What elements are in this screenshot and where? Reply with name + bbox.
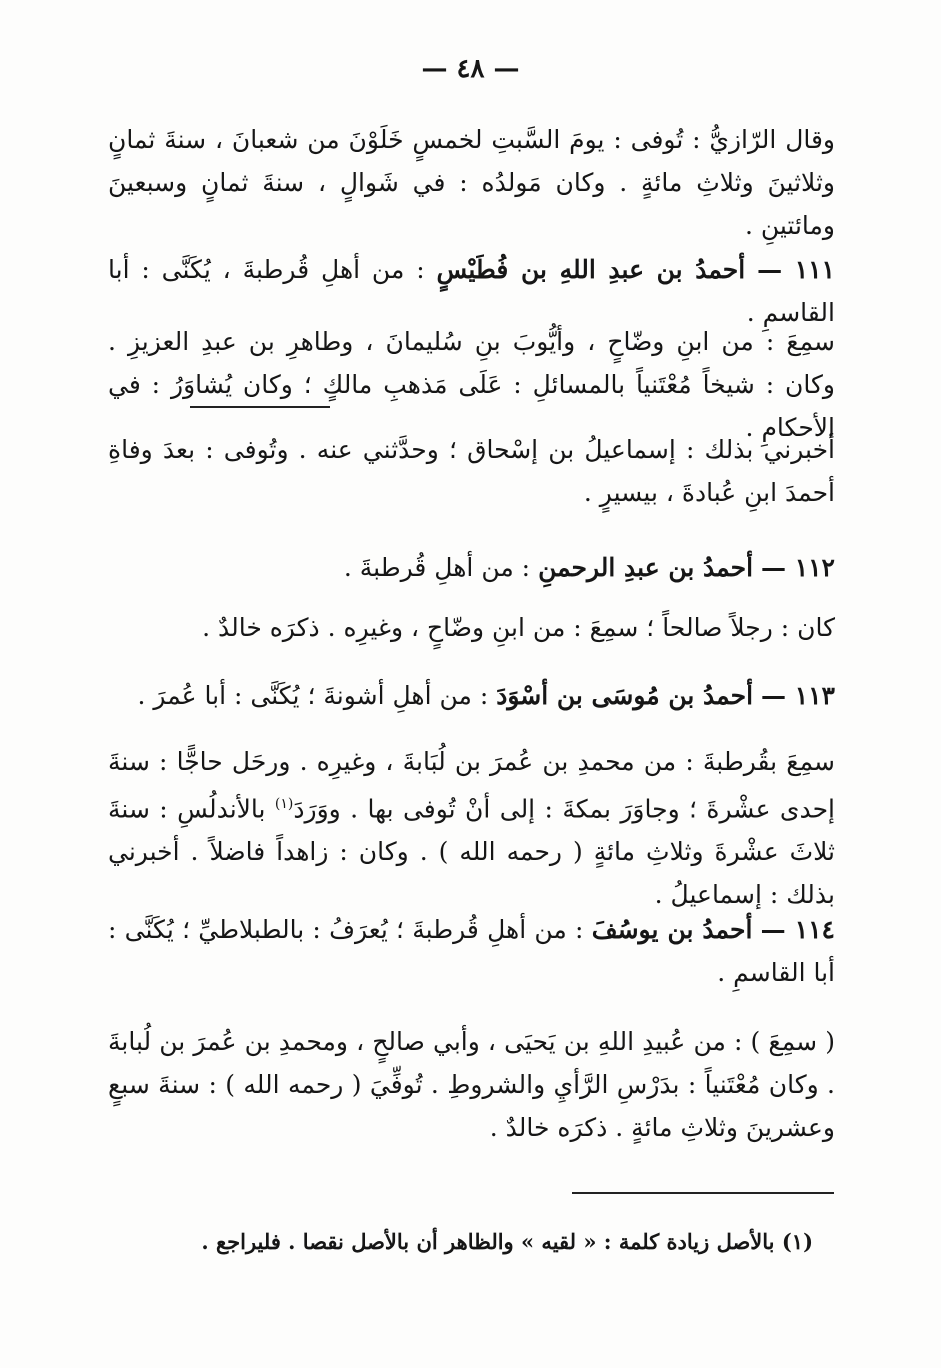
paragraph-text-part: سمِعَ بقُرطبةَ : من محمدِ بن عُمرَ بن لُبَابةَ ، وغيرِه . ورحَل حاجًّا : سنةَ إحدى عشْرةَ ؛ وجاوَرَ بمكةَ : إلى أنْ تُوفى بها . ووَرَدَ [108, 747, 835, 824]
entry-details: : من أهلِ قُرطبةَ ، يُكَنَّى : أبا القاسمِ . [108, 255, 835, 327]
paragraph-text [108, 740, 835, 916]
entry-details: : من أهلِ قُرطبةَ ؛ يُعرَفُ : بالطبلاطيِّ ؛ يُكَنَّى : أبا القاسمِ . [108, 915, 835, 987]
paragraph-entry-112-body [108, 606, 835, 649]
entry-name: أحمدُ بن عبدِ الرحمنِ [538, 553, 754, 582]
paragraph-text: سمِعَ : من ابنِ وضّاحٍ ، وأيُّوبَ بنِ سُليمانَ ، وطاهرِ بن عبدِ العزيزِ . وكان : شيخاً مُعْتَنياً بالمسائلِ : عَلَى مَذهبِ مالكٍ ؛ وكان يُشاوَرُ : في الأحكامِ . [108, 327, 835, 442]
entry-114-heading [108, 908, 835, 994]
page-number: — ٤٨ — [421, 54, 520, 84]
paragraph-text: وقال الرّازيُّ : تُوفى : يومَ السَّبتِ لخمسٍ خَلَوْنَ من شعبانَ ، سنةَ ثمانٍ وثلاثينَ وثلاثِ مائةٍ . وكان مَولدُه : في شَوالٍ ، سنةَ ثمانٍ وسبعينَ ومائتينِ . [108, 125, 835, 240]
entry-number: ١١٣ — [760, 681, 835, 710]
entry-details: : من أهلِ قُرطبةَ . [343, 553, 531, 582]
paragraph-entry-111-source [108, 428, 835, 514]
entry-name: أحمدُ بن عبدِ اللهِ بن فُطَيْسٍ [436, 255, 746, 284]
paragraph-razi-note [108, 118, 835, 247]
paragraph-text: أخبرني بذلك : إسماعيلُ بن إسْحاق ؛ وحدَّثني عنه . وتُوفى : بعدَ وفاةِ أحمدَ ابنِ عُبادةَ ، بيسيرٍ . [108, 435, 835, 507]
paragraph-entry-113-body [108, 740, 835, 916]
footnote: (١) بالأصل زيادة كلمة : « لقيه » والظاهر أن بالأصل نقصا . فليراجع . [201, 1229, 813, 1254]
handwritten-underline [190, 406, 330, 408]
footnote-separator [572, 1192, 834, 1194]
entry-number: ١١٤ — [760, 915, 835, 944]
entry-details: : من أهلِ أشونةَ ؛ يُكَنَّى : أبا عُمرَ . [137, 681, 489, 710]
entry-number: ١١٢ — [760, 553, 835, 582]
paragraph-text-part: بالأندلُسِ : سنةَ ثلاثَ عشْرةَ وثلاثِ مائةٍ ( رحمه الله ) . وكان : زاهداً فاضلاً . أخبرني بذلك : إسماعيلُ . [108, 794, 835, 910]
paragraph-text: ( سمِعَ ) : من عُبيدِ اللهِ بن يَحيَى ، وأبي صالحٍ ، ومحمدِ بن عُمرَ بن لُبابةَ . وكان مُعْتَنياً : بدَرْسِ الرَّأيِ والشروطِ . تُوفِّيَ ( رحمه الله ) : سنةَ سبعٍ وعشرينَ وثلاثِ مائةٍ . ذكرَه خالدٌ . [108, 1027, 835, 1142]
entry-number: ١١١ — [757, 255, 835, 284]
paragraph-text: كان : رجلاً صالحاً ؛ سمِعَ : من ابنِ وضّاحٍ ، وغيرِه . ذكرَه خالدٌ . [202, 613, 835, 642]
entry-113-heading [108, 674, 835, 717]
footnote-marker: (١) [274, 796, 294, 812]
entry-112-heading [108, 546, 835, 589]
entry-name: أحمدُ بن يوسُفَ [591, 915, 753, 944]
paragraph-entry-114-body [108, 1020, 835, 1149]
entry-name: أحمدُ بن مُوسَى بن أسْوَدَ [496, 681, 754, 710]
